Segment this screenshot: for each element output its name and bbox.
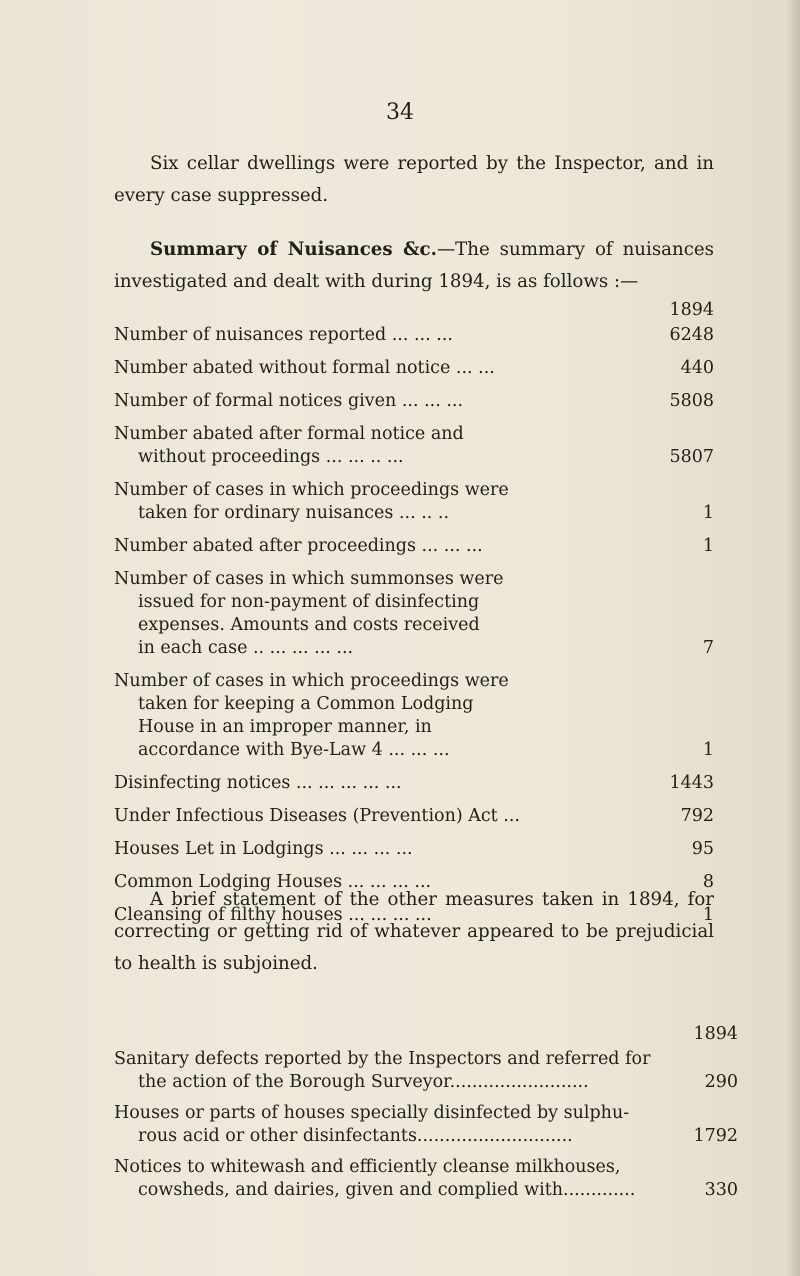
table-row [114, 423, 714, 469]
row-label-line: cowsheds, and dairies, given and complied with............. [138, 1180, 636, 1200]
paragraph-text: A brief statement of the other measures taken in 1894, for correcting or getting rid of whatever appeared to be prejudicial to health is subjoined. [114, 889, 714, 974]
row-value: 5807 [669, 447, 714, 467]
measures-table [114, 1020, 738, 1210]
row-label [114, 357, 644, 380]
row-value: 8 [702, 872, 714, 892]
row-value: 1443 [669, 773, 714, 793]
row-label [114, 479, 644, 525]
page-edge-shadow [786, 0, 800, 1276]
row-label-line: Cleansing of filthy houses ... ... ... ... [114, 905, 432, 925]
row-value: 290 [704, 1072, 738, 1092]
nuisances-table [114, 296, 714, 937]
row-label-line: the action of the Borough Surveyor......................... [138, 1072, 589, 1092]
paragraph-summary [114, 234, 714, 298]
table-row [114, 479, 714, 525]
row-value: 792 [680, 806, 714, 826]
row-label-line: expenses. Amounts and costs received [138, 615, 480, 635]
row-value: 7 [702, 638, 714, 658]
row-label-line: Notices to whitewash and efficiently cleanse milkhouses, [114, 1157, 621, 1177]
row-label [114, 838, 644, 861]
row-label-line: in each case .. ... ... ... ... [138, 638, 354, 658]
paragraph-brief-statement [114, 884, 714, 980]
row-label [114, 568, 644, 660]
table-row [114, 390, 714, 413]
table-row [114, 568, 714, 660]
row-label-line: taken for ordinary nuisances ... .. .. [138, 503, 450, 523]
row-value: 1 [702, 536, 714, 556]
table-row [114, 838, 714, 861]
row-label [114, 805, 644, 828]
row-label [114, 670, 644, 762]
row-value: 1 [702, 740, 714, 760]
row-label-line: Disinfecting notices ... ... ... ... ... [114, 773, 402, 793]
row-label [114, 1156, 682, 1202]
table-row [114, 805, 714, 828]
paragraph-cellar-dwellings [114, 148, 714, 212]
row-value: 440 [680, 358, 714, 378]
row-label [114, 1102, 682, 1148]
row-label-line: Number of nuisances reported ... ... ... [114, 325, 453, 345]
paragraph-text: Six cellar dwellings were reported by the Inspector, and in every case suppressed. [114, 153, 714, 206]
row-label-line: Houses Let in Lodgings ... ... ... ... [114, 839, 413, 859]
row-label-line: Number of formal notices given ... ... ... [114, 391, 464, 411]
page-number: 34 [386, 100, 414, 125]
table-row [114, 1048, 738, 1094]
row-label-line: issued for non-payment of disinfecting [138, 592, 480, 612]
row-label-line: Number abated without formal notice ... ... [114, 358, 495, 378]
table-row [114, 670, 714, 762]
row-value: 330 [704, 1180, 738, 1200]
row-label-line: accordance with Bye-Law 4 ... ... ... [138, 740, 450, 760]
year-column-header: 1894 [669, 300, 714, 320]
row-label [114, 423, 644, 469]
table-row [114, 1156, 738, 1202]
row-label-line: taken for keeping a Common Lodging [138, 694, 474, 714]
row-label [114, 324, 644, 347]
row-label-line: Number abated after proceedings ... ... ... [114, 536, 483, 556]
row-label [114, 772, 644, 795]
row-label-line: Number abated after formal notice and [114, 424, 464, 444]
row-label [114, 535, 644, 558]
table-row [114, 535, 714, 558]
table-row [114, 772, 714, 795]
row-label-line: Number of cases in which summonses were [114, 569, 504, 589]
row-label-line: Houses or parts of houses specially disinfected by sulphu- [114, 1103, 630, 1123]
paragraph-text: —The summary of nuisances investigated and dealt with during 1894, is as follows :— [114, 239, 715, 292]
row-label [114, 1048, 682, 1094]
row-label-line: Number of cases in which proceedings were [114, 480, 509, 500]
year-column-header: 1894 [693, 1024, 738, 1044]
section-heading: Summary of Nuisances &c. [150, 239, 437, 260]
row-label-line: rous acid or other disinfectants............................ [138, 1126, 573, 1146]
table-row [114, 1102, 738, 1148]
row-label-line: Number of cases in which proceedings were [114, 671, 509, 691]
row-value: 95 [691, 839, 714, 859]
row-label [114, 390, 644, 413]
table-row [114, 324, 714, 347]
row-label-line: Common Lodging Houses ... ... ... ... [114, 872, 432, 892]
row-label-line: without proceedings ... ... .. ... [138, 447, 404, 467]
row-label-line: Under Infectious Diseases (Prevention) Act ... [114, 806, 520, 826]
row-value: 1 [702, 503, 714, 523]
row-label-line: House in an improper manner, in [138, 717, 432, 737]
row-value: 1 [702, 905, 714, 925]
row-value: 5808 [669, 391, 714, 411]
row-label-line: Sanitary defects reported by the Inspectors and referred for [114, 1049, 651, 1069]
row-value: 6248 [669, 325, 714, 345]
table-row [114, 357, 714, 380]
row-value: 1792 [693, 1126, 738, 1146]
